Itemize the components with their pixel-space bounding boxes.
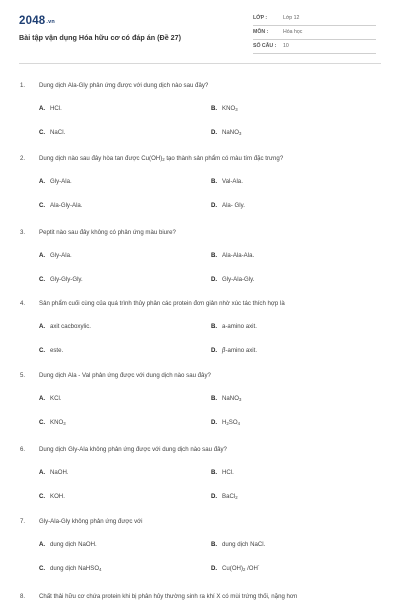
- option-text: Gly-Gly-Gly.: [50, 276, 83, 283]
- question-text: Peptit nào sau đây không có phản ứng màu biure?: [39, 229, 176, 236]
- question-number: 8.: [20, 593, 26, 600]
- option-text: KOH.: [50, 493, 65, 500]
- option-letter: B.: [211, 178, 218, 185]
- option-letter: D.: [211, 419, 218, 426]
- option-letter: B.: [211, 395, 218, 402]
- meta-row-count: [253, 41, 376, 54]
- option-letter: A.: [39, 541, 46, 548]
- option-text: BaCl$_2$: [222, 493, 238, 500]
- option-text: dung dịch NaOH.: [50, 541, 97, 548]
- option-text: dung dịch NaCl.: [222, 541, 266, 548]
- option-text: $KNO_3$: [222, 105, 238, 112]
- option-text: a-amino axit.: [222, 323, 257, 330]
- option-letter: C.: [39, 347, 46, 354]
- option-text: $Cu(OH)_2$ /OH-: [222, 562, 260, 572]
- question-text: Chất thải hữu cơ chứa protein khi bị phân hủy thường sinh ra khí X có mùi trứng thối, nặng hơn: [39, 593, 298, 600]
- option-text: Gly-Ala-Gly.: [222, 276, 255, 283]
- question-number: 2.: [20, 155, 26, 162]
- option-text: axit cacboxylic.: [50, 323, 91, 330]
- logo-tld: .vn: [46, 19, 55, 25]
- option-letter: D.: [211, 493, 218, 500]
- question-text: Dung dịch nào sau đây hòa tan được $Cu(OH)_2$ tạo thành sản phẩm có màu tím đặc trưng?: [39, 155, 284, 162]
- option-text: HCl.: [222, 469, 234, 476]
- option-text: Ala- Gly.: [222, 202, 245, 209]
- option-letter: C.: [39, 565, 46, 572]
- option-letter: A.: [39, 395, 46, 402]
- option-letter: D.: [211, 565, 218, 572]
- meta-row-class: [253, 13, 376, 26]
- option-text: HCl.: [50, 105, 62, 112]
- option-text: $H_2SO_4$: [222, 419, 240, 426]
- meta-value: 10: [283, 43, 289, 49]
- option-text: NaNO$_3$: [222, 129, 242, 136]
- option-letter: B.: [211, 252, 218, 259]
- question-text: Gly-Ala-Gly không phản ứng được với: [39, 518, 143, 525]
- option-text: Gly-Ala.: [50, 178, 72, 185]
- header-divider: [19, 63, 381, 64]
- question-text: Dung dịch Ala-Gly phản ứng được với dung dịch nào sau đây?: [39, 82, 209, 89]
- question-number: 6.: [20, 446, 26, 453]
- option-letter: D.: [211, 129, 218, 136]
- option-letter: C.: [39, 202, 46, 209]
- option-letter: D.: [211, 202, 218, 209]
- option-text: dung dịch NaHSO$_4$: [50, 565, 102, 572]
- option-text: $KNO_3$: [50, 419, 66, 426]
- option-text: Gly-Ala.: [50, 252, 72, 259]
- question-text: Sản phẩm cuối cùng của quá trình thủy phân các protein đơn giản nhờ xúc tác thích hợp là: [39, 300, 285, 307]
- option-text: NaNO$_3$: [222, 395, 242, 402]
- option-letter: C.: [39, 493, 46, 500]
- option-letter: D.: [211, 347, 218, 354]
- document-title: Bài tập vận dụng Hóa hữu cơ có đáp án (Đề 27): [19, 33, 182, 42]
- question-number: 1.: [20, 82, 26, 89]
- option-text: KCl.: [50, 395, 62, 402]
- meta-label: SỐ CÂU :: [253, 43, 277, 49]
- option-letter: C.: [39, 129, 46, 136]
- option-letter: A.: [39, 252, 46, 259]
- option-letter: C.: [39, 276, 46, 283]
- question-number: 3.: [20, 229, 26, 236]
- question-number: 7.: [20, 518, 26, 525]
- option-text: β-amino axit.: [222, 347, 258, 354]
- meta-value: Hóa học: [283, 29, 303, 35]
- option-letter: B.: [211, 541, 218, 548]
- option-letter: C.: [39, 419, 46, 426]
- site-logo[interactable]: [19, 15, 55, 27]
- option-letter: B.: [211, 323, 218, 330]
- logo-text: 2048: [19, 15, 46, 27]
- option-letter: A.: [39, 105, 46, 112]
- option-text: Val-Ala.: [222, 178, 243, 185]
- option-letter: B.: [211, 469, 218, 476]
- question-text: Dung dịch Gly-Ala không phản ứng được với dung dịch nào sau đây?: [39, 446, 227, 453]
- question-number: 4.: [20, 300, 26, 307]
- option-letter: D.: [211, 276, 218, 283]
- meta-label: LỚP :: [253, 15, 268, 21]
- option-letter: A.: [39, 469, 46, 476]
- option-text: Ala-Gly-Ala.: [50, 202, 83, 209]
- option-letter: A.: [39, 178, 46, 185]
- option-text: Ala-Ala-Ala.: [222, 252, 255, 259]
- option-letter: B.: [211, 105, 218, 112]
- option-text: NaCl.: [50, 129, 66, 136]
- meta-row-subject: [253, 27, 376, 40]
- option-text: este.: [50, 347, 64, 354]
- question-text: Dung dịch Ala - Val phản ứng được với dung dịch nào sau đây?: [39, 372, 211, 379]
- meta-label: MÔN :: [253, 29, 269, 35]
- document-header: [0, 0, 400, 70]
- meta-value: Lớp 12: [283, 15, 300, 21]
- question-number: 5.: [20, 372, 26, 379]
- option-letter: A.: [39, 323, 46, 330]
- option-text: NaOH.: [50, 469, 69, 476]
